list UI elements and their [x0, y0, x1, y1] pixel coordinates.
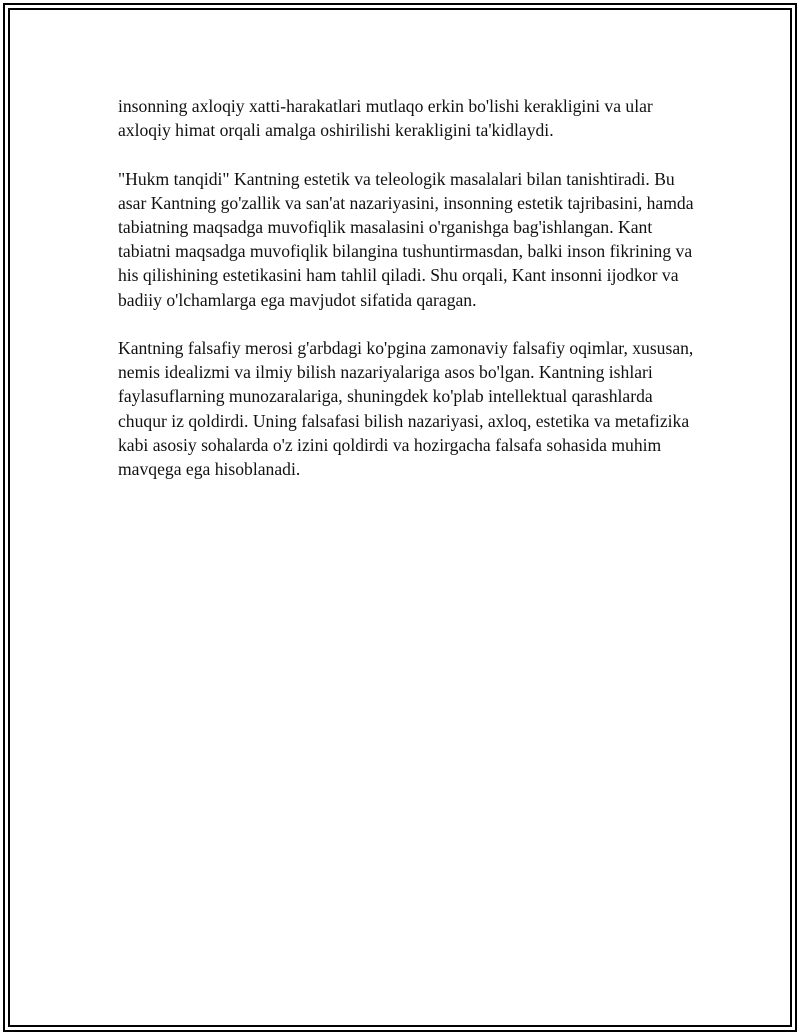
paragraph-2: "Hukm tanqidi" Kantning estetik va teleologik masalalari bilan tanishtiradi. Bu asar Kantning go'zallik va san'at nazariyasini, insonning estetik tajribasini, hamda tabiatning maqsadga muvofiqlik masalasini o'rganishga bag'ishlangan. Kant tabiatni maqsadga muvofiqlik bilangina tushuntirmasdan, balki inson fikrining va his qilishining estetikasini ham tahlil qiladi. Shu orqali, Kant insonni ijodkor va badiiy o'lchamlarga ega mavjudot sifatida qaragan.	[118, 168, 694, 310]
paragraph-1: insonning axloqiy xatti-harakatlari mutlaqo erkin bo'lishi kerakligini va ular axloqiy himat orqali amalga oshirilishi kerakligini ta'kidlaydi.	[118, 96, 653, 141]
page-body	[118, 94, 698, 505]
paragraph-3: Kantning falsafiy merosi g'arbdagi ko'pgina zamonaviy falsafiy oqimlar, xususan, nemis idealizmi va ilmiy bilish nazariyalariga asos bo'lgan. Kantning ishlari faylasuflarning munozaralariga, shuningdek ko'plab intellektual qarashlarda chuqur iz qoldirdi. Uning falsafasi bilish nazariyasi, axloq, estetika va metafizika kabi asosiy sohalarda o'z izini qoldirdi va hozirgacha falsafa sohasida muhim mavqega ega hisoblanadi.	[118, 338, 694, 480]
